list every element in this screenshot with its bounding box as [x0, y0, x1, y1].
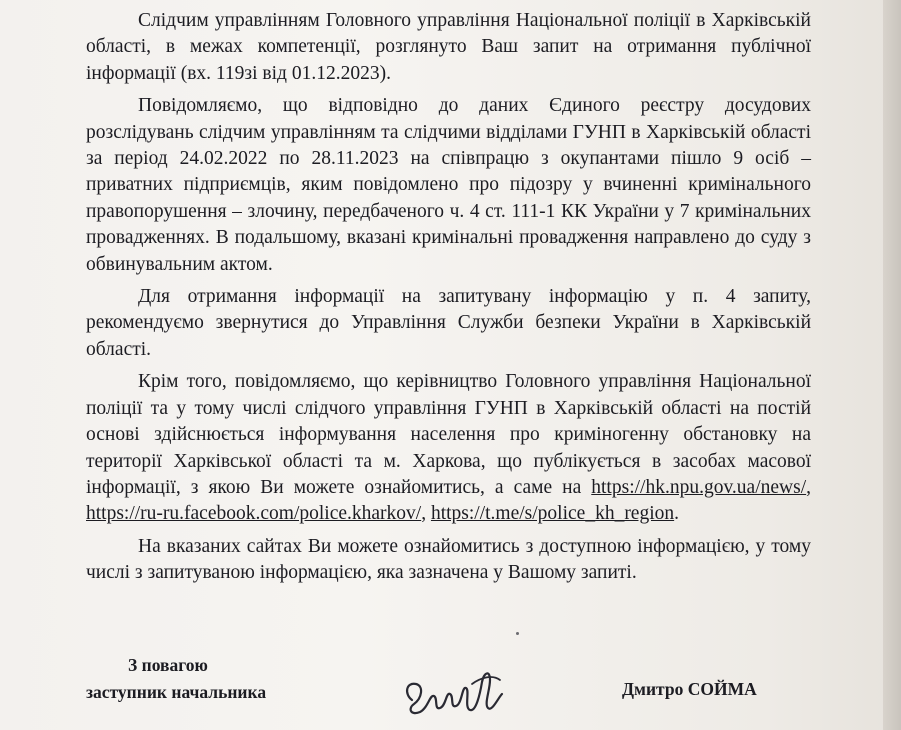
link-facebook[interactable]: https://ru-ru.facebook.com/police.kharkov/	[86, 503, 422, 525]
closing-block	[86, 652, 266, 706]
paragraph-4	[86, 369, 811, 527]
paragraph-text: На вказаних сайтах Ви можете ознайомитись з доступною інформацією, у тому числі з запитуваною інформацією, яка зазначена у Вашому запиті.	[86, 535, 811, 584]
paragraph-text: Для отримання інформації на запитувану інформацію у п. 4 запиту, рекомендуємо звернутися до Управління Служби безпеки України в Харківській області.	[86, 286, 811, 360]
paragraph-5	[86, 534, 811, 587]
paragraph-2	[86, 93, 811, 278]
greeting: З повагою	[128, 655, 208, 675]
separator: .	[674, 503, 680, 525]
separator: ,	[421, 503, 431, 525]
paragraph-1	[86, 8, 811, 87]
paragraph-text: Крім того, повідомляємо, що керівництво Головного управління Національної поліції та у тому числі слідчого управління ГУНП в Харківській області на постій основі здійснюється інформування населення про криміногенну обстановку на території Харківської області та м. Харкова, що публікується в засобах масової інформації, з якою Ви можете ознайомитись, а саме на	[86, 371, 811, 498]
signer-name: Дмитро СОЙМА	[622, 679, 757, 699]
letter-body	[86, 8, 811, 587]
page-edge	[883, 0, 901, 730]
scan-dot	[516, 632, 519, 635]
paragraph-3	[86, 284, 811, 363]
paragraph-text: Повідомляємо, що відповідно до даних Єдиного реєстру досудових розслідувань слідчим управлінням та слідчими відділами ГУНП в Харківській області за період 24.02.2022 по 28.11.2023 на співпрацю з окупантами пішло 9 осіб – приватних підприємців, яким повідомлено про підозру у вчиненні кримінального правопорушення – злочину, передбаченого ч. 4 ст. 111-1 КК України у 7 кримінальних провадженнях. В подальшому, вказані кримінальні провадження направлено до суду з обвинувальним актом.	[86, 95, 811, 275]
separator: ,	[806, 476, 811, 498]
signer-position: заступник начальника	[86, 682, 267, 702]
link-npu-news[interactable]: https://hk.npu.gov.ua/news/	[591, 476, 807, 498]
link-telegram[interactable]: https://t.me/s/police_kh_region	[430, 503, 675, 525]
paragraph-text: Слідчим управлінням Головного управління Національної поліції в Харківській області, в межах компетенції, розглянуто Ваш запит на отримання публічної інформації (вх. 119зі від 01.12.2023).	[86, 10, 811, 84]
handwritten-signature	[400, 664, 518, 724]
